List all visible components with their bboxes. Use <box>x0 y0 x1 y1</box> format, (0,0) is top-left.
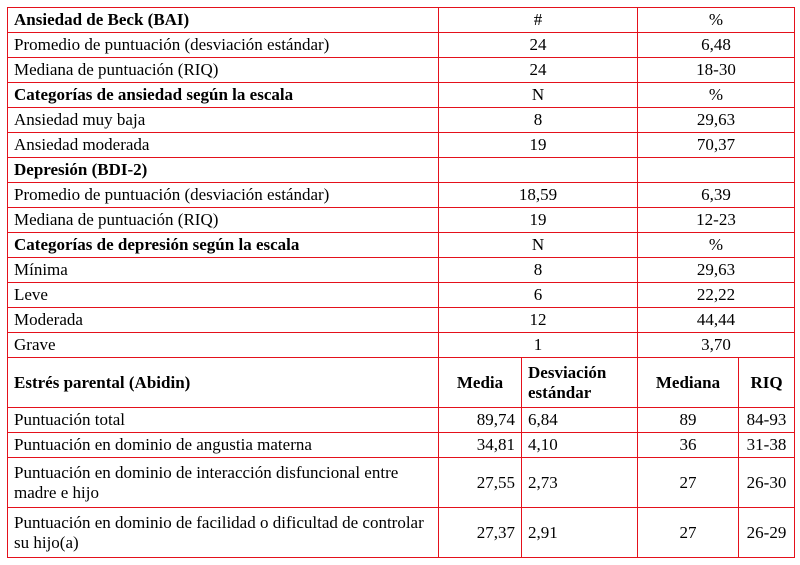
table-row <box>8 108 795 133</box>
table-row <box>8 508 795 558</box>
bdi-categories-title: Categorías de depresión según la escala <box>8 233 439 258</box>
abidin-title: Estrés parental (Abidin) <box>8 358 439 408</box>
table-row <box>8 33 795 58</box>
row-value: 8 <box>439 108 638 133</box>
row-value: 6,39 <box>638 183 795 208</box>
row-value: 70,37 <box>638 133 795 158</box>
row-label: Ansiedad muy baja <box>8 108 439 133</box>
row-value: 3,70 <box>638 333 795 358</box>
row-label: Mediana de puntuación (RIQ) <box>8 208 439 233</box>
table-row <box>8 208 795 233</box>
row-label: Puntuación en dominio de facilidad o dificultad de controlar su hijo(a) <box>8 508 439 558</box>
media-value: 34,81 <box>439 433 522 458</box>
beck-categories-header-row <box>8 83 795 108</box>
row-value: 6 <box>439 283 638 308</box>
bdi-header-row <box>8 158 795 183</box>
row-label: Leve <box>8 283 439 308</box>
media-value: 27,55 <box>439 458 522 508</box>
media-value: 27,37 <box>439 508 522 558</box>
beck-categories-title: Categorías de ansiedad según la escala <box>8 83 439 108</box>
sd-value: 4,10 <box>522 433 638 458</box>
beck-header-row <box>8 8 795 33</box>
mediana-value: 36 <box>638 433 739 458</box>
table-row <box>8 333 795 358</box>
results-table <box>7 7 795 558</box>
riq-value: 26-29 <box>739 508 795 558</box>
mediana-value: 89 <box>638 408 739 433</box>
row-label: Puntuación en dominio de angustia materna <box>8 433 439 458</box>
riq-value: 26-30 <box>739 458 795 508</box>
table-row <box>8 433 795 458</box>
table-row <box>8 458 795 508</box>
row-label: Mínima <box>8 258 439 283</box>
mediana-value: 27 <box>638 458 739 508</box>
row-label: Moderada <box>8 308 439 333</box>
row-label: Promedio de puntuación (desviación estándar) <box>8 183 439 208</box>
sd-header: Desviación estándar <box>522 358 638 408</box>
table-row <box>8 283 795 308</box>
row-label: Ansiedad moderada <box>8 133 439 158</box>
table-row <box>8 308 795 333</box>
bdi-n-header: N <box>439 233 638 258</box>
table-row <box>8 258 795 283</box>
row-value: 19 <box>439 208 638 233</box>
row-value: 44,44 <box>638 308 795 333</box>
row-value: 24 <box>439 33 638 58</box>
row-value: 22,22 <box>638 283 795 308</box>
media-header: Media <box>439 358 522 408</box>
bdi-title: Depresión (BDI-2) <box>8 158 439 183</box>
riq-value: 31-38 <box>739 433 795 458</box>
beck-cat-pct-header: % <box>638 83 795 108</box>
beck-title: Ansiedad de Beck (BAI) <box>8 8 439 33</box>
table-row <box>8 133 795 158</box>
bdi-cat-pct-header: % <box>638 233 795 258</box>
mediana-header: Mediana <box>638 358 739 408</box>
table-row <box>8 58 795 83</box>
riq-header: RIQ <box>739 358 795 408</box>
row-value: 8 <box>439 258 638 283</box>
row-label: Promedio de puntuación (desviación estándar) <box>8 33 439 58</box>
sd-value: 6,84 <box>522 408 638 433</box>
row-value: 6,48 <box>638 33 795 58</box>
sd-value: 2,73 <box>522 458 638 508</box>
row-label: Puntuación en dominio de interacción disfuncional entre madre e hijo <box>8 458 439 508</box>
row-value: 29,63 <box>638 258 795 283</box>
row-value: 29,63 <box>638 108 795 133</box>
mediana-value: 27 <box>638 508 739 558</box>
row-value: 24 <box>439 58 638 83</box>
row-value: 18,59 <box>439 183 638 208</box>
row-label: Grave <box>8 333 439 358</box>
beck-n-header: N <box>439 83 638 108</box>
beck-count-header: # <box>439 8 638 33</box>
row-value: 19 <box>439 133 638 158</box>
row-value: 1 <box>439 333 638 358</box>
row-label: Puntuación total <box>8 408 439 433</box>
media-value: 89,74 <box>439 408 522 433</box>
row-label: Mediana de puntuación (RIQ) <box>8 58 439 83</box>
row-value: 12-23 <box>638 208 795 233</box>
riq-value: 84-93 <box>739 408 795 433</box>
beck-pct-header: % <box>638 8 795 33</box>
table-row <box>8 408 795 433</box>
table-row <box>8 183 795 208</box>
row-value: 18-30 <box>638 58 795 83</box>
abidin-header-row <box>8 358 795 408</box>
row-value: 12 <box>439 308 638 333</box>
bdi-categories-header-row <box>8 233 795 258</box>
sd-value: 2,91 <box>522 508 638 558</box>
